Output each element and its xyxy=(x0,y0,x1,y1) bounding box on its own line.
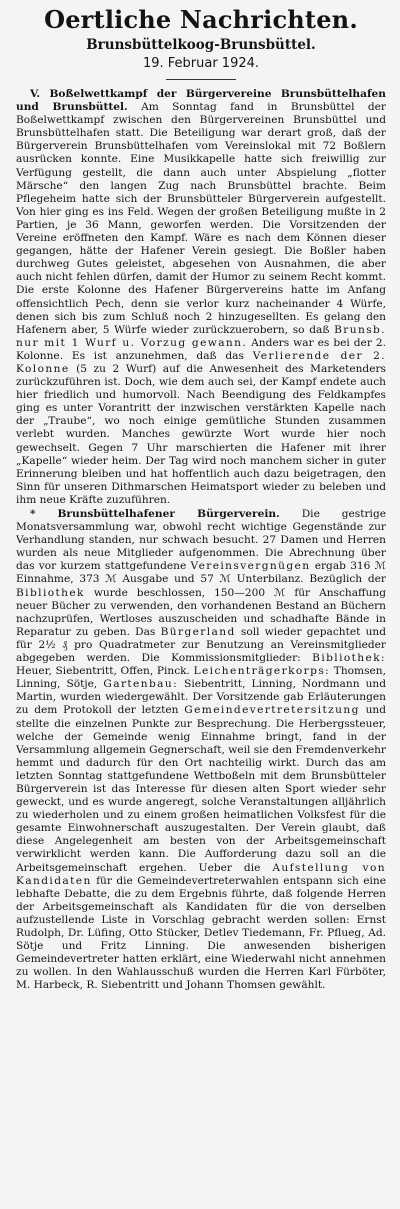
article-text-spaced: Bibliothek xyxy=(16,586,85,599)
article-text-spaced: Vereinsvergnügen xyxy=(190,560,311,573)
article-text: und stellte die einzelnen Punkte zur Besprechung. Die Herbergssteuer, welche der Gemeinde wenig Einnahme bringt, fand in der Versammlung allgemein Gegnerschaft, weil sie den Fremdenverkehr hemmt und dadurch für den Ort nachteilig wirkt. Durch das am letzten Sonntag stattgefundene Wettboßeln mit dem Brunsbütteler Bürgerverein ist das Interesse für diesen alten Sport wieder sehr geweckt, und es wurde angeregt, solche Veranstaltungen alljährlich zu wiederholen und zu einem großen heimatlichen Volksfest für die gesamte Einwohnerschaft auszugestalten. Der Verein glaubt, daß diese Angelegenheit am besten von der Arbeitsgemeinschaft verwirklicht werden kann. Die Aufforderung dazu soll an die Arbeitsgemeinschaft ergehen. Ueber die xyxy=(16,704,387,874)
article-text: Thomsen, Linning, Sötje, xyxy=(16,665,386,691)
article-text: Siebentritt, Linning, Nordmann und Martin, wurden wiedergewählt. Der Vorsitzende gab Erläuterungen zu dem Protokoll der letzten xyxy=(16,678,386,717)
article-text-spaced: Gemeindevertretersitzung xyxy=(184,704,360,717)
dateline: 19. Februar 1924. xyxy=(142,56,260,71)
article-text: Anders war es bei der 2. Kolonne. Es ist anzunehmen, daß das xyxy=(16,336,386,362)
article-text-spaced: Bürgerland xyxy=(160,625,236,638)
article-text-spaced: Gartenbau: xyxy=(103,678,179,691)
article-text: (5 zu 2 Wurf) auf die Anwesenheit des Marketenders zurückzuführen ist. Doch, wie dem auch sei, der Kampf endete auch hier friedlich und humorvoll. Nach Beendigung des Feldkampfes ging es unter Vorantritt der inzwischen verstärkten Kapelle nach der „Traube“, wo noch einige gemütliche Stunden zusammen verlebt wurden. Manches gewürzte Wort wurde hier noch gewechselt. Gegen 7 Uhr marschierten die Hafener mit ihrer „Kapelle“ wieder heim. Der Tag wird noch manchem sicher in guter Erinnerung bleiben und hat hoffentlich auch dazu beigetragen, den Sinn für unseren Dithmarschen Heimatsport wieder zu beleben und ihm neue Kräfte zuzuführen. xyxy=(16,362,386,506)
article-headline: V. Boßelwettkampf der Bürgervereine Brunsbüttelhafen und Brunsbüttel. xyxy=(16,88,386,114)
article-text: Am Sonntag fand in Brunsbüttel der Boßelwettkampf zwischen den Bürgervereinen Brunsbüttel und Brunsbüttelhafen statt. Die Beteiligung war derart groß, daß der Bürgerverein Brunsbüttelhafen vom Vereinslokal mit 72 Boßlern ausrücken konnte. Eine Musikkapelle hatte sich freiwillig zur Verfügung gestellt, die dann auch unter Abspielung „flotter Märsche“ den langen Zug nach Brunsbüttel brachte. Beim Pflegeheim hatte sich der Brunsbütteler Bürgerverein aufgestellt. Von hier ging es ins Feld. Wegen der großen Beteiligung mußte in 2 Partien, je 36 Mann, geworfen werden. Die Vorsitzenden der Vereine eröffneten den Kampf. Wäre es nach dem Können dieser gegangen, hätte der Hafener Verein gesiegt. Die Boßler haben durchweg Gutes geleistet, abgesehen von Ausnahmen, die aber auch nicht fehlen dürfen, damit der Humor zu seinem Recht kommt. Die erste Kolonne des Hafener Bürgervereins hatte im Anfang offensichtlich Pech, denn sie verlor kurz nacheinander 4 Würfe, denen sich bis zum Schluß noch 2 hinzugesellten. Es gelang den Hafenern aber, 5 Würfe wieder zurückzuerobern, so daß xyxy=(16,101,386,336)
article-text-spaced: Leichenträgerkorps: xyxy=(193,665,331,678)
article-text-spaced: Bibliothek: xyxy=(312,652,386,665)
article-text-spaced: Aufstellung von Kandidaten xyxy=(16,861,386,887)
article-text: soll wieder gepachtet und für 2½ ₰ pro Quadratmeter zur Benutzung an Vereinsmitglieder abgegeben werden. Die Kommissionsmitglieder: xyxy=(16,625,386,665)
item-marker: * xyxy=(30,508,36,520)
section-title: Oertliche Nachrichten. xyxy=(44,5,358,34)
masthead xyxy=(16,6,386,73)
article-text: für die Gemeindevertreterwahlen entspann sich eine lebhafte Debatte, die zu dem Ergebnis führte, daß folgende Herren der Arbeitsgemeinschaft als Kandidaten für die von derselben aufzustellende Liste in Vorschlag gebracht werden sollen: Ernst Rudolph, Dr. Lüfing, Otto Stücker, Detlev Tiedemann, Fr. Pflueg, Ad. Sötje und Fritz Linning. Die anwesenden bisherigen Gemeindevertreter hatten erklärt, eine Wiederwahl nicht annehmen zu wollen. In den Wahlausschuß wurden die Herren Karl Fürböter, M. Harbeck, R. Siebentritt und Johann Thomsen gewählt. xyxy=(16,874,386,992)
article-buergerverein xyxy=(16,508,386,992)
article-bosselwettkampf xyxy=(16,88,386,507)
article-text-spaced: Brunsb. nur mit 1 Wurf u. Vorzug gewann. xyxy=(16,323,386,349)
article-text: Die gestrige Monatsversammlung war, obwohl recht wichtige Gegenstände zur Verhandlung standen, nur schwach besucht. 27 Damen und Herren wurden als neue Mitglieder aufgenommen. Die Abrechnung über das vor kurzem stattgefundene xyxy=(16,508,386,573)
article-text: Heuer, Siebentritt, Offen, Pinck. xyxy=(16,665,190,678)
article-text-spaced: Verlierende der 2. Kolonne xyxy=(16,349,386,375)
article-text: wurde beschlossen, 150—200 ℳ für Anschaffung neuer Bücher zu verwenden, den vorhandenen Bestand an Büchern nachzuprüfen, Wertloses auszuscheiden und schadhafte Bände in Reparatur zu geben. Das xyxy=(16,586,386,638)
article-text: ergab 316 ℳ Einnahme, 373 ℳ Ausgabe und 57 ℳ Unterbilanz. Bezüglich der xyxy=(16,560,386,586)
article-headline: Brunsbüttelhafener Bürgerverein. xyxy=(57,508,280,520)
divider xyxy=(166,79,236,80)
locality-subtitle: Brunsbüttelkoog-Brunsbüttel. xyxy=(86,37,316,53)
